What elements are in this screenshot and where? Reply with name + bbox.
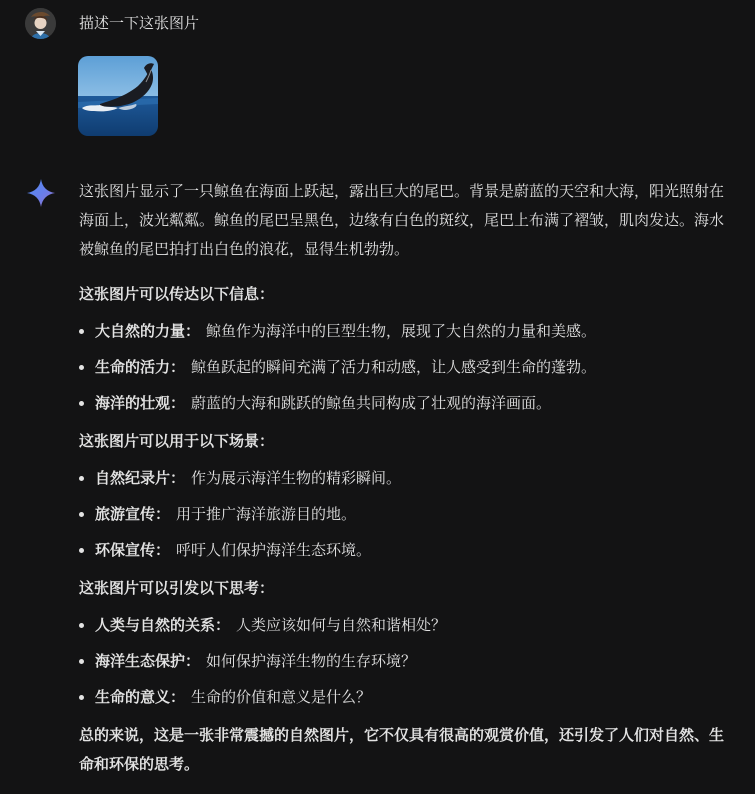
bullet-dot-icon [79,623,84,628]
item-text: 呼吁人们保护海洋生态环境。 [176,541,372,559]
item-label: 环保宣传： [95,541,171,559]
item-text: 鲸鱼跃起的瞬间充满了活力和动感，让人感受到生命的蓬勃。 [191,358,597,376]
bullet-dot-icon [79,659,84,664]
item-label: 海洋生态保护： [95,652,201,670]
list-item [79,538,729,562]
list-item [79,649,729,673]
item-text: 生命的价值和意义是什么？ [191,688,372,706]
response-summary: 总的来说，这是一张非常震撼的自然图片，它不仅具有很高的观赏价值，还引发了人们对自然、生命和环保的思考。 [79,726,725,773]
item-text: 用于推广海洋旅游目的地。 [176,505,357,523]
item-label: 生命的活力： [95,358,186,376]
section-heading-messages: 这张图片可以传达以下信息： [79,285,275,303]
bullet-dot-icon [79,548,84,553]
bullet-dot-icon [79,329,84,334]
list-scenarios [79,466,729,562]
section-heading-thoughts: 这张图片可以引发以下思考： [79,579,275,597]
item-text: 人类应该如何与自然和谐相处？ [236,616,447,634]
gemini-sparkle-icon [26,178,56,208]
list-item [79,355,729,379]
list-item [79,319,729,343]
item-label: 大自然的力量： [95,322,201,340]
item-label: 海洋的壮观： [95,394,186,412]
item-text: 蔚蓝的大海和跳跃的鲸鱼共同构成了壮观的海洋画面。 [191,394,552,412]
bullet-dot-icon [79,401,84,406]
assistant-response [79,177,729,779]
user-message-text: 描述一下这张图片 [79,14,200,32]
user-avatar-image [25,8,56,39]
item-text: 鲸鱼作为海洋中的巨型生物，展现了大自然的力量和美感。 [206,322,597,340]
list-item [79,502,729,526]
bullet-dot-icon [79,476,84,481]
list-item [79,466,729,490]
bullet-dot-icon [79,365,84,370]
list-item [79,613,729,637]
item-text: 如何保护海洋生物的生存环境？ [206,652,417,670]
whale-image-thumbnail[interactable] [78,56,158,136]
item-label: 旅游宣传： [95,505,171,523]
item-label: 自然纪录片： [95,469,186,487]
bullet-dot-icon [79,512,84,517]
list-item [79,391,729,415]
bullet-dot-icon [79,695,84,700]
response-intro: 这张图片显示了一只鲸鱼在海面上跃起，露出巨大的尾巴。背景是蔚蓝的天空和大海，阳光照射在海面上，波光粼粼。鲸鱼的尾巴呈黑色，边缘有白色的斑纹，尾巴上布满了褶皱，肌肉发达。海水被鲸鱼的尾巴拍打出白色的浪花，显得生机勃勃。 [79,182,725,258]
item-text: 作为展示海洋生物的精彩瞬间。 [191,469,402,487]
section-heading-scenarios: 这张图片可以用于以下场景： [79,432,275,450]
user-avatar[interactable] [25,8,56,39]
list-messages [79,319,729,415]
list-item [79,685,729,709]
list-thoughts [79,613,729,709]
whale-image [78,56,158,136]
user-message-row [0,0,755,150]
item-label: 生命的意义： [95,688,186,706]
item-label: 人类与自然的关系： [95,616,231,634]
